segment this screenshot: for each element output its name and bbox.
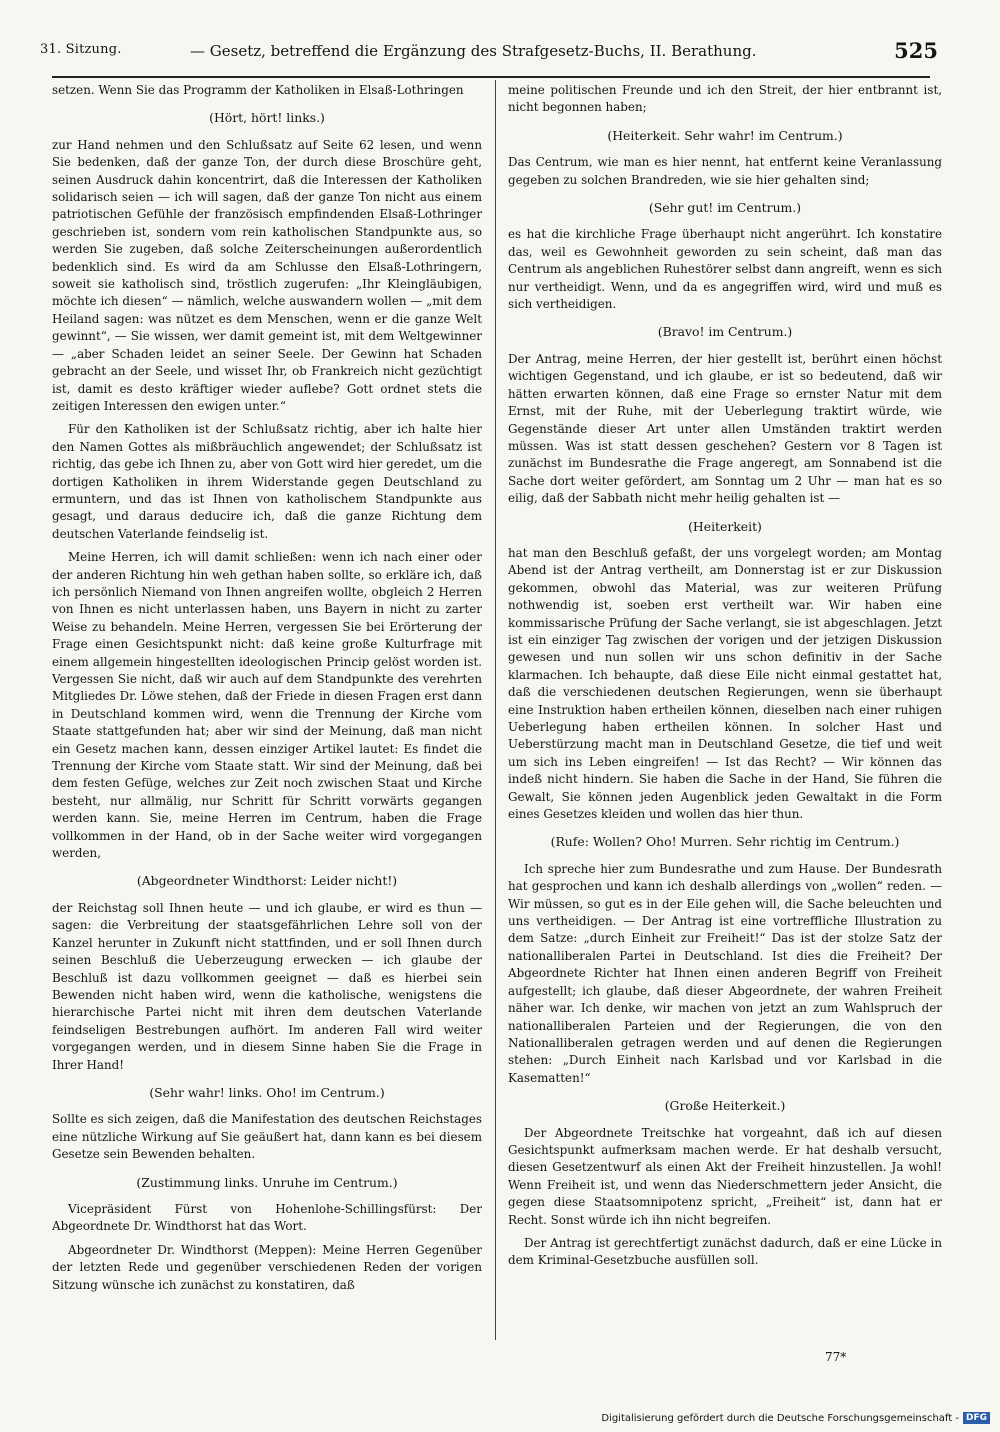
header-page-number: 525 — [894, 38, 938, 63]
header-session: 31. Sitzung. — [40, 42, 122, 57]
paragraph: der Reichstag soll Ihnen heute — und ich glaube, er wird es thun — sagen: die Verbreitung der staatsgefährlichen Lehre soll von der Kanzel herunter in Zukunft nicht stattfinden, und er soll Ihnen durch seinen Beschluß die Ueberzeugung erwecken — ich glaube der Beschluß ist dazu vollkommen geeignet — daß es hierbei sein Bewenden nicht haben wird, wenn die katholische, wenigstens die hierarchische Partei nicht mit ihren dem deutschen Vaterlande feindseligen Bestrebungen aufhört. Im anderen Fall wird weiter vorgegangen werden, und in diesem Sinne haben Sie die Frage in Ihrer Hand! — [52, 900, 482, 1072]
aside-remark: (Zustimmung links. Unruhe im Centrum.) — [136, 1174, 398, 1190]
aside-remark: (Hört, hört! links.) — [209, 110, 325, 126]
paragraph: Der Antrag ist gerechtfertigt zunächst dadurch, daß er eine Lücke in dem Kriminal-Gesetzbuche ausfüllen soll. — [508, 1235, 942, 1268]
paragraph: hat man den Beschluß gefaßt, der uns vorgelegt worden; am Montag Abend ist der Antrag vertheilt, am Donnerstag ist er zur Diskussion gekommen, obwohl das Material, was zur weiteren Prüfung nothwendig ist, soeben erst vertheilt war. Wir haben eine kommissarische Prüfung der Sache verlangt, sie ist abgeschlagen. Jetzt ist ein einziger Tag zwischen der vorigen und der jetzigen Diskussion gewesen und nun sollen wir uns schon definitiv in der Sache klarmachen. Ich behaupte, daß diese Eile nicht einmal gestattet hat, daß die verschiedenen deutschen Regierungen, wenn sie überhaupt eine Instruktion haben ertheilen können, dieselben nach einer ruhigen Ueberlegung haben ertheilen können. In solcher Hast und Ueberstürzung macht man in Deutschland Gesetze, die tief und weit um sich ins Leben eingreifen! — Ist das Recht? — Wir können das indeß nicht hindern. Sie haben die Sache in der Hand, Sie führen die Gewalt, Sie können jeden Augenblick jeden Gewaltakt in die Form eines Gesetzes kleiden und wollen das hier thun. — [508, 545, 942, 822]
column-divider — [495, 80, 496, 1340]
aside-remark: (Heiterkeit) — [688, 518, 762, 534]
paragraph: es hat die kirchliche Frage überhaupt nicht angerührt. Ich konstatire das, weil es Gewohnheit geworden zu sein scheint, daß man das Centrum als angeblichen Ruhestörer selbst dann angreift, wenn es sich nur vertheidigt. Wenn, und da es angegriffen wird, wird und muß es sich vertheidigen. — [508, 227, 942, 312]
left-column — [52, 82, 482, 1300]
aside-remark: (Große Heiterkeit.) — [664, 1098, 786, 1114]
aside-remark: (Bravo! im Centrum.) — [657, 324, 793, 340]
page-header — [40, 38, 938, 72]
paragraph: Meine Herren, ich will damit schließen: wenn ich nach einer oder der anderen Richtung hin weh gethan haben sollte, so erkläre ich, daß ich persönlich Niemand von Ihnen angreifen wollte, obgleich 2 Herren von Ihnen es nicht unterlassen haben, uns Bayern in nicht zu zarter Weise zu behandeln. Meine Herren, vergessen Sie bei Erörterung der Frage einen Gesichtspunkt nicht: daß keine große Kulturfrage mit einem allgemein hingestellten ideologischen Princip gelöst worden ist. Vergessen Sie nicht, daß wir auch auf dem Standpunkte des verehrten Mitgliedes Dr. Löwe stehen, daß der Friede in diesen Fragen erst dann in Deutschland kommen wird, wenn die Trennung der Kirche vom Staate stattgefunden hat; aber wir sind der Meinung, daß man nicht ein Gesetz machen kann, dessen einziger Artikel lautet: Es findet die Trennung der Kirche vom Staate statt. Wir sind der Meinung, daß bei dem festen Gefüge, welches zur Zeit noch zwischen Staat und Kirche besteht, nur allmälig, nur Schritt für Schritt vorwärts gegangen werden kann. Sie, meine Herren im Centrum, haben die Frage vollkommen in der Hand, ob in der Sache weiter wird vorgegangen werden, — [52, 550, 482, 861]
paragraph: Ich spreche hier zum Bundesrathe und zum Hause. Der Bundesrath hat gesprochen und kann ich deshalb allerdings von „wollen“ reden. — Wir müssen, so gut es in der Eile gehen will, die Sache beleuchten und uns vertheidigen. — Der Antrag ist eine vortreffliche Illustration zu dem Satze: „durch Einheit zur Freiheit!“ Das ist der stolze Satz der nationalliberalen Partei in Deutschland. Ist dies die Freiheit? Der Abgeordnete Richter hat Ihnen einen anderen Begriff von Freiheit aufgestellt; ich glaube, daß dieser Abgeordnete, der wahren Freiheit näher war. Ich denke, wir machen von jetzt an zum Wahlspruch der nationalliberalen Parteien und der Regierungen, die von den Nationalliberalen getragen werden und auf denen die Regierungen stehen: „Durch Einheit nach Karlsbad und vor Karlsbad in die Kasematten!“ — [508, 861, 942, 1085]
paragraph: Sollte es sich zeigen, daß die Manifestation des deutschen Reichstages eine nützliche Wirkung auf Sie geäußert hat, dann kann es bei diesem Gesetze sein Bewenden behalten. — [52, 1112, 482, 1162]
paragraph: zur Hand nehmen und den Schlußsatz auf Seite 62 lesen, und wenn Sie bedenken, daß der ganze Ton, der durch diese Broschüre geht, seinen Ausdruck dahin koncentrirt, daß die Interessen der Katholiken solidarisch seien — ich will sagen, daß der ganze Ton nicht aus einem patriotischen Gefühle der französisch empfindenden Elsaß-Lothringer geschrieben ist, sondern vom rein katholischen Standpunkte aus, so werden Sie zugeben, daß solche Zeiterscheinungen außerordentlich bedenklich sind. Es wird da am Schlusse den Elsaß-Lothringern, soweit sie katholisch sind, tröstlich zugerufen: „Ihr Kleingläubigen, möchte ich diesen“ — nämlich, welche auswandern wollen — „mit dem Heiland sagen: was nützet es dem Menschen, wenn er die ganze Welt gewinnt“, — Sie wissen, wer damit gemeint ist, mit dem Weltgewinner — „aber Schaden leidet an seiner Seele. Der Gewinn hat Schaden gebracht an der Seele, und wisset Ihr, ob Frankreich nicht gezüchtigt ist, damit es desto kräftiger wieder auflebe? Gott ordnet stets die zeitigen Interessen den ewigen unter.“ — [52, 137, 482, 413]
paragraph: meine politischen Freunde und ich den Streit, der hier entbrannt ist, nicht begonnen haben; — [508, 83, 942, 115]
header-title: — Gesetz, betreffend die Ergänzung des Strafgesetz-Buchs, II. Berathung. — [190, 42, 757, 60]
dfg-logo: DFG — [963, 1412, 990, 1424]
paragraph: Das Centrum, wie man es hier nennt, hat entfernt keine Veranlassung gegeben zu solchen Brandreden, wie sie hier gehalten sind; — [508, 155, 942, 187]
paragraph: Der Abgeordnete Treitschke hat vorgeahnt, daß ich auf diesen Gesichtspunkt aufmerksam machen werde. Er hat deshalb versucht, diesen Gesetzentwurf als einen Akt der Freiheit hinzustellen. Ja wohl! Wenn Freiheit ist, und wenn das Niederschmettern jeder Ansicht, die gegen diese Staatsomnipotenz spricht, „Freiheit“ ist, dann hat er Recht. Sonst würde ich ihn nicht begreifen. — [508, 1125, 942, 1227]
aside-remark: (Heiterkeit. Sehr wahr! im Centrum.) — [607, 127, 843, 143]
paragraph: Der Antrag, meine Herren, der hier gestellt ist, berührt einen höchst wichtigen Gegenstand, und ich glaube, er ist so bedeutend, daß wir hätten erwarten können, daß eine Frage so ernster Natur mit dem Ernst, mit der Ruhe, mit der Ueberlegung traktirt würde, wie Gegenstände dieser Art unter allen Umständen traktirt werden müssen. Was ist statt dessen geschehen? Gestern vor 8 Tagen ist zunächst im Bundesrathe die Frage angeregt, am Sonnabend ist die Sache dort weiter gefördert, am Sonntag um 2 Uhr — man hat es so eilig, daß der Sabbath nicht mehr heilig gehalten ist — — [508, 351, 942, 506]
header-rule — [52, 76, 930, 78]
paragraph: Vicepräsident Fürst von Hohenlohe-Schillingsfürst: Der Abgeordnete Dr. Windthorst hat das Wort. — [52, 1201, 482, 1234]
signature-mark: 77* — [825, 1350, 847, 1364]
aside-remark: (Abgeordneter Windthorst: Leider nicht!) — [136, 873, 398, 889]
footer-text: Digitalisierung gefördert durch die Deutsche Forschungsgemeinschaft - — [601, 1412, 959, 1424]
aside-remark: (Rufe: Wollen? Oho! Murren. Sehr richtig im Centrum.) — [550, 834, 900, 850]
aside-remark: (Sehr wahr! links. Oho! im Centrum.) — [149, 1084, 385, 1100]
paragraph: Für den Katholiken ist der Schlußsatz richtig, aber ich halte hier den Namen Gottes als mißbräuchlich angewendet; der Schlußsatz ist richtig, das gebe ich Ihnen zu, aber von Gott wird hier geredet, um die dortigen Katholiken in ihrem Widerstande gegen Deutschland zu ermuntern, und das ist Ihnen von katholischem Standpunkte aus gesagt, und daraus deducire ich, daß die ganze Richtung dem deutschen Vaterlande feindselig ist. — [52, 422, 482, 541]
paragraph: setzen. Wenn Sie das Programm der Katholiken in Elsaß-Lothringen — [52, 83, 464, 97]
aside-remark: (Sehr gut! im Centrum.) — [648, 200, 802, 216]
footer — [601, 1412, 990, 1424]
paragraph: Abgeordneter Dr. Windthorst (Meppen): Meine Herren Gegenüber der letzten Rede und gegenüber verschiedenen Reden der vorigen Sitzung wünsche ich zunächst zu konstatiren, daß — [52, 1242, 482, 1292]
right-column — [508, 82, 942, 1276]
